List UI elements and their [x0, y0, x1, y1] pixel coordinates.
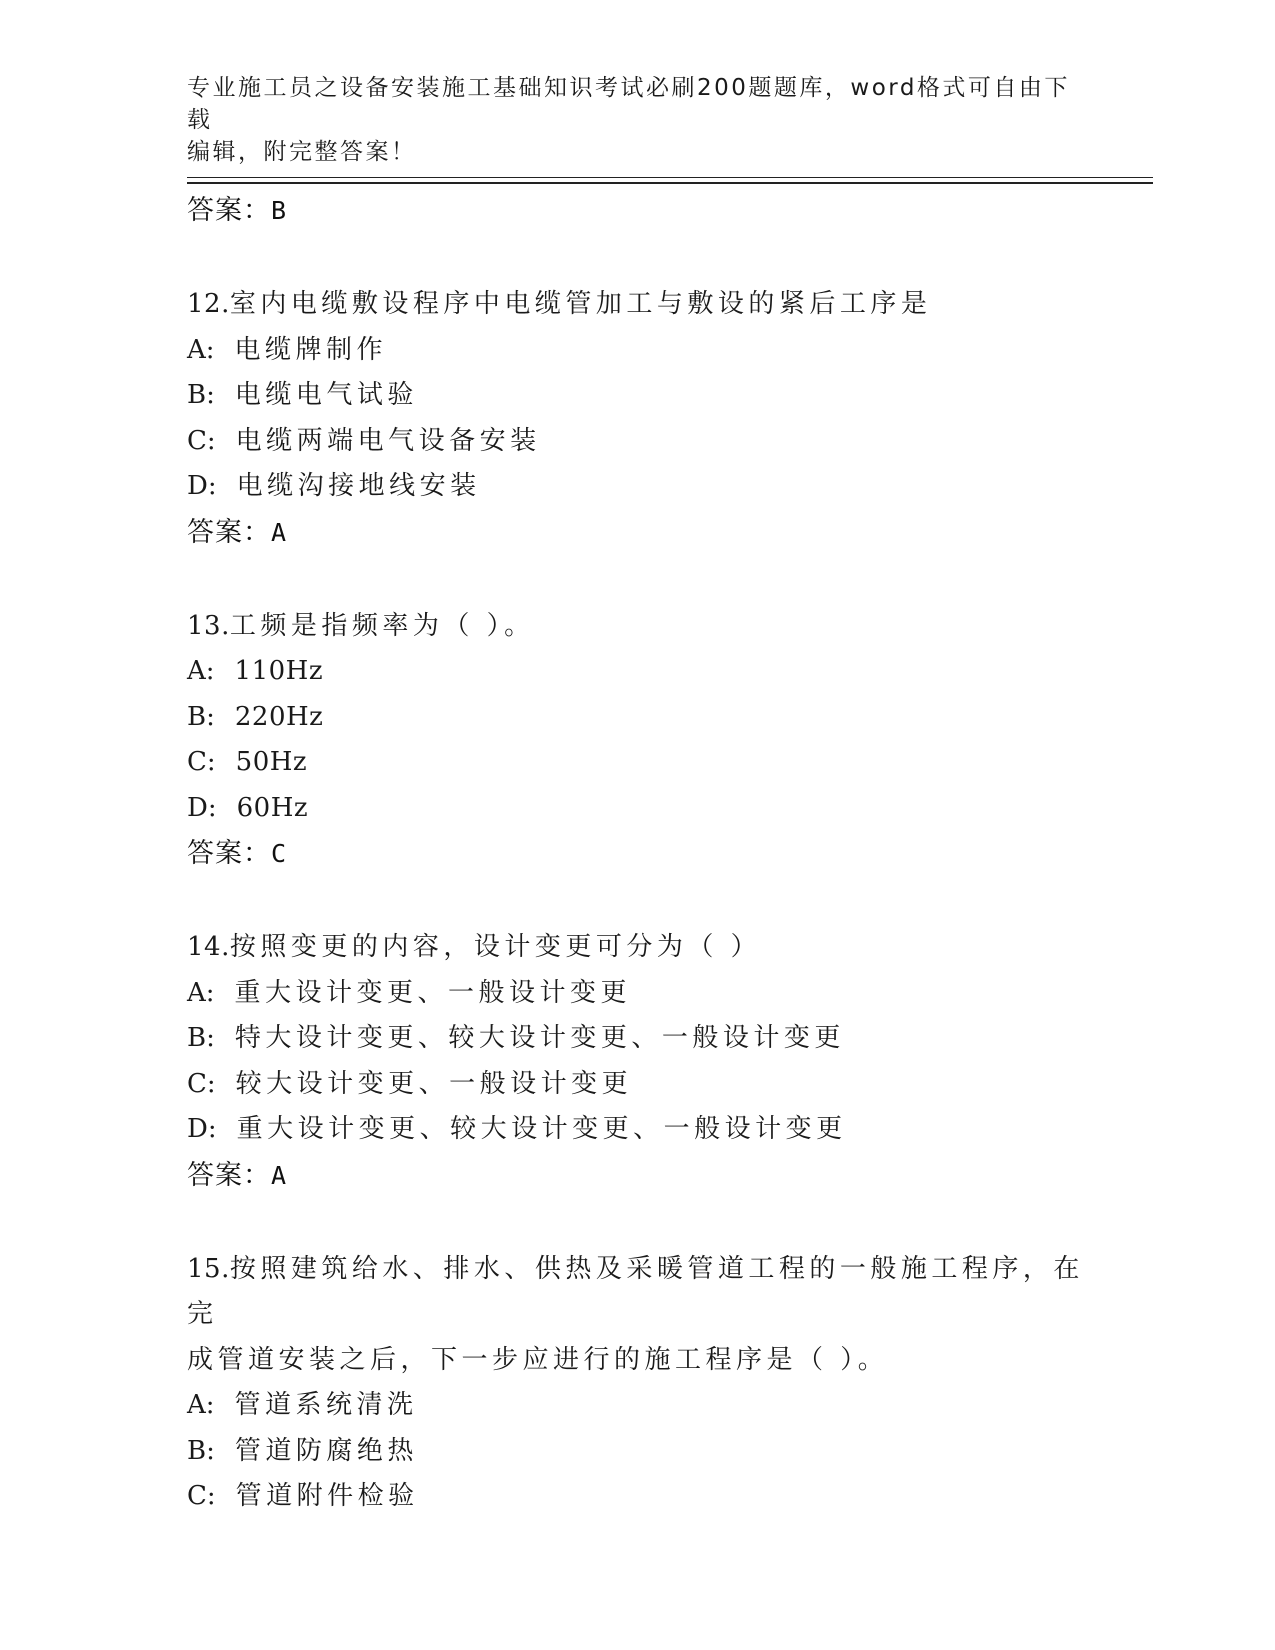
- answer-line: [187, 510, 1087, 556]
- option-letter: C:: [187, 747, 216, 777]
- option-text: 110Hz: [234, 656, 324, 686]
- option-text: 电缆两端电气设备安装: [235, 425, 541, 456]
- question-stem: [187, 925, 1087, 971]
- question-text: 按照变更的内容，设计变更可分为（ ）: [229, 932, 762, 962]
- option-letter: A:: [187, 656, 215, 686]
- option-text: 管道系统清洗: [234, 1390, 418, 1420]
- question-12: [187, 282, 1087, 556]
- option-letter: B:: [187, 701, 215, 732]
- question-text: 工频是指频率为（ ）。: [229, 610, 535, 641]
- option-text: 220Hz: [234, 701, 324, 732]
- question-text-line-2: 成管道安装之后，下一步应进行的施工程序是（ ）。: [187, 1344, 889, 1375]
- option-letter: C:: [187, 1481, 216, 1511]
- option-d: [187, 464, 1087, 510]
- option-a: [187, 649, 1087, 695]
- option-b: [187, 373, 1087, 419]
- question-number: 12.: [187, 289, 230, 319]
- option-a: [187, 1383, 1087, 1429]
- option-letter: B:: [187, 1435, 215, 1466]
- header-title-line-1: 专业施工员之设备安装施工基础知识考试必刷200题题库，word格式可自由下载: [187, 75, 1070, 133]
- option-b: [187, 695, 1087, 741]
- answer-value: A: [271, 517, 288, 547]
- question-stem: [187, 1247, 1087, 1338]
- option-letter: C:: [187, 425, 216, 456]
- header-divider-thick: [187, 182, 1153, 184]
- header-title-line-2: 编辑，附完整答案！: [187, 139, 417, 165]
- option-letter: A:: [187, 977, 215, 1008]
- option-letter: A:: [187, 334, 215, 365]
- question-text: 室内电缆敷设程序中电缆管加工与敷设的紧后工序是: [229, 289, 932, 319]
- option-c: [187, 1474, 1087, 1520]
- option-text: 较大设计变更、一般设计变更: [235, 1068, 633, 1099]
- answer-label: 答案：: [187, 516, 271, 548]
- option-c: [187, 1062, 1087, 1108]
- answer-value: A: [271, 1160, 288, 1190]
- option-text: 重大设计变更、一般设计变更: [234, 977, 632, 1008]
- document-header: [187, 72, 1087, 168]
- option-d: [187, 1107, 1087, 1153]
- question-stem: [187, 604, 1087, 650]
- option-text: 电缆沟接地线安装: [236, 471, 481, 501]
- answer-label: 答案：: [187, 838, 271, 869]
- question-number: 14.: [187, 932, 230, 962]
- option-a: [187, 328, 1087, 374]
- option-c: [187, 419, 1087, 465]
- answer-label: 答案：: [187, 1159, 271, 1191]
- question-number: 15.: [187, 1253, 230, 1284]
- question-stem: [187, 282, 1087, 328]
- question-list: [187, 188, 1087, 1520]
- answer-line: [187, 831, 1087, 877]
- question-text-line-1: 按照建筑给水、排水、供热及采暖管道工程的一般施工程序，在完: [187, 1253, 1084, 1329]
- option-letter: B:: [187, 380, 215, 410]
- question-stem-continued: [187, 1338, 1087, 1384]
- option-text: 电缆电气试验: [234, 380, 418, 410]
- option-c: [187, 740, 1087, 786]
- question-15: [187, 1247, 1087, 1520]
- option-letter: B:: [187, 1023, 215, 1053]
- answer-label: 答案：: [187, 195, 271, 226]
- option-b: [187, 1429, 1087, 1475]
- option-text: 60Hz: [236, 792, 309, 823]
- option-d: [187, 786, 1087, 832]
- option-text: 管道附件检验: [235, 1481, 419, 1511]
- option-a: [187, 971, 1087, 1017]
- option-text: 管道防腐绝热: [234, 1435, 418, 1466]
- option-letter: A:: [187, 1390, 215, 1420]
- header-divider-thin: [187, 177, 1153, 178]
- answer-line-q11: [187, 188, 1087, 234]
- answer-value: C: [271, 839, 288, 868]
- option-letter: D:: [187, 792, 217, 823]
- option-text: 特大设计变更、较大设计变更、一般设计变更: [234, 1023, 845, 1053]
- option-text: 重大设计变更、较大设计变更、一般设计变更: [236, 1114, 847, 1144]
- option-letter: C:: [187, 1068, 216, 1099]
- option-letter: D:: [187, 471, 217, 501]
- option-b: [187, 1016, 1087, 1062]
- option-text: 电缆牌制作: [234, 334, 388, 365]
- question-number: 13.: [187, 610, 230, 641]
- question-13: [187, 604, 1087, 878]
- answer-line: [187, 1153, 1087, 1199]
- answer-value: B: [271, 196, 288, 225]
- option-letter: D:: [187, 1114, 217, 1144]
- question-14: [187, 925, 1087, 1199]
- option-text: 50Hz: [235, 747, 308, 777]
